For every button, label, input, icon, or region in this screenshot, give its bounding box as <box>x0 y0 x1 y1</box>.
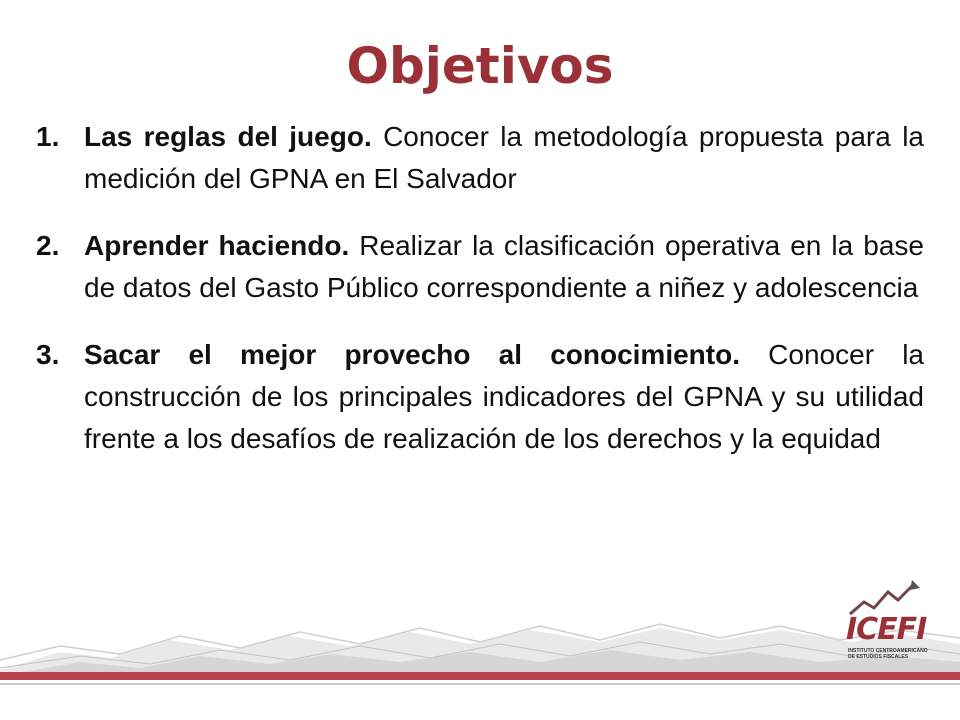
objective-text <box>84 334 924 460</box>
objective-item <box>36 334 924 460</box>
footer-band <box>0 672 960 680</box>
objective-lead: Las reglas del juego. <box>84 121 372 152</box>
objective-text <box>84 116 924 200</box>
objective-text <box>84 225 924 309</box>
objective-lead: Sacar el mejor provecho al conocimiento. <box>84 339 740 370</box>
icefi-logo <box>840 578 936 668</box>
objective-body: Conocer la construcción de los principales indicadores del GPNA y su utilidad frente a los desafíos de realización de los derechos y la equidad <box>84 339 924 454</box>
objective-body: Realizar la clasificación operativa en la base de datos del Gasto Público correspondiente a niñez y adolescencia <box>84 230 924 303</box>
objective-item <box>36 225 924 309</box>
objective-number: 3. <box>36 339 60 370</box>
footer-band-line <box>0 683 960 685</box>
objective-number: 1. <box>36 121 60 152</box>
logo-subtitle: INSTITUTO CENTROAMERICANO DE ESTUDIOS FISCALES <box>848 648 928 660</box>
objective-item <box>36 116 924 200</box>
objective-body: Conocer la metodología propuesta para la medición del GPNA en El Salvador <box>84 121 924 194</box>
objectives-list <box>36 116 924 485</box>
objective-number: 2. <box>36 230 60 261</box>
objective-lead: Aprender haciendo. <box>84 230 350 261</box>
mountain-footer-decoration <box>0 600 960 690</box>
slide-title: Objetivos <box>346 37 614 95</box>
logo-wordmark: ICEFI <box>846 612 927 647</box>
